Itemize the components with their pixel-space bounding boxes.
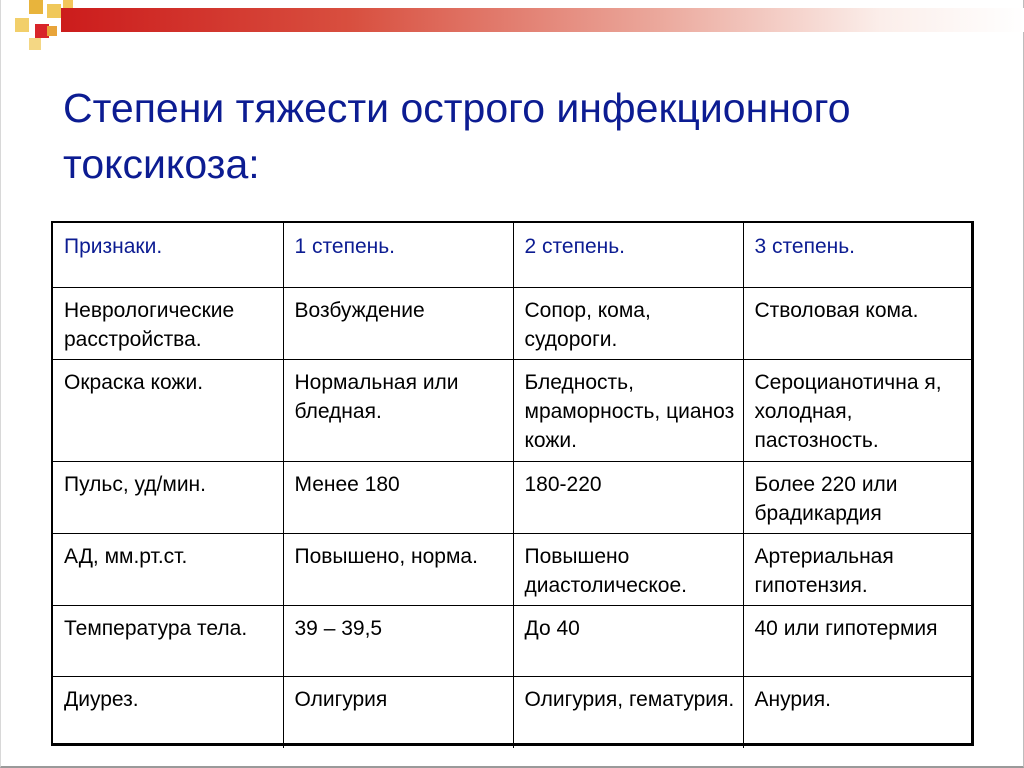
severity-table [53,223,973,748]
table-cell: Повышено диастолическое. [513,533,743,605]
table-cell: Температура тела. [53,605,283,676]
column-header-grade-1: 1 степень. [283,223,513,287]
table-row [53,461,973,533]
table-cell: Артериальная гипотензия. [743,533,973,605]
table-cell: 180-220 [513,461,743,533]
table-row [53,533,973,605]
table-cell: Окраска кожи. [53,359,283,461]
table-cell: Неврологические расстройства. [53,287,283,359]
table-cell: Более 220 или брадикардия [743,461,973,533]
decorative-square [29,0,43,14]
table-cell: Сероцианотична я, холодная, пастозность. [743,359,973,461]
table-cell: Бледность, мраморность, цианоз кожи. [513,359,743,461]
decorative-square [29,38,41,50]
table-cell: Диурез. [53,676,283,748]
decorative-square [15,18,29,32]
decorative-square [47,26,57,36]
table-cell: Пульс, уд/мин. [53,461,283,533]
table-row [53,287,973,359]
column-header-signs: Признаки. [53,223,283,287]
table-cell: АД, мм.рт.ст. [53,533,283,605]
column-header-grade-2: 2 степень. [513,223,743,287]
table-row [53,359,973,461]
table-cell: Менее 180 [283,461,513,533]
header-gradient-band [61,8,1024,32]
table-cell: Олигурия, гематурия. [513,676,743,748]
table-cell: 39 – 39,5 [283,605,513,676]
table-cell: До 40 [513,605,743,676]
table-header-row [53,223,973,287]
column-header-grade-3: 3 степень. [743,223,973,287]
table-cell: Анурия. [743,676,973,748]
table-row [53,605,973,676]
table-cell: 40 или гипотермия [743,605,973,676]
slide-title: Степени тяжести острого инфекционного токсикоза: [63,85,851,187]
table-row [53,676,973,748]
table-cell: Сопор, кома, судороги. [513,287,743,359]
table-cell: Олигурия [283,676,513,748]
decorative-square [63,0,73,8]
table-cell: Повышено, норма. [283,533,513,605]
table-cell: Возбуждение [283,287,513,359]
table-cell: Стволовая кома. [743,287,973,359]
decorative-square [47,4,61,18]
table-cell: Нормальная или бледная. [283,359,513,461]
severity-table-frame [51,221,974,746]
